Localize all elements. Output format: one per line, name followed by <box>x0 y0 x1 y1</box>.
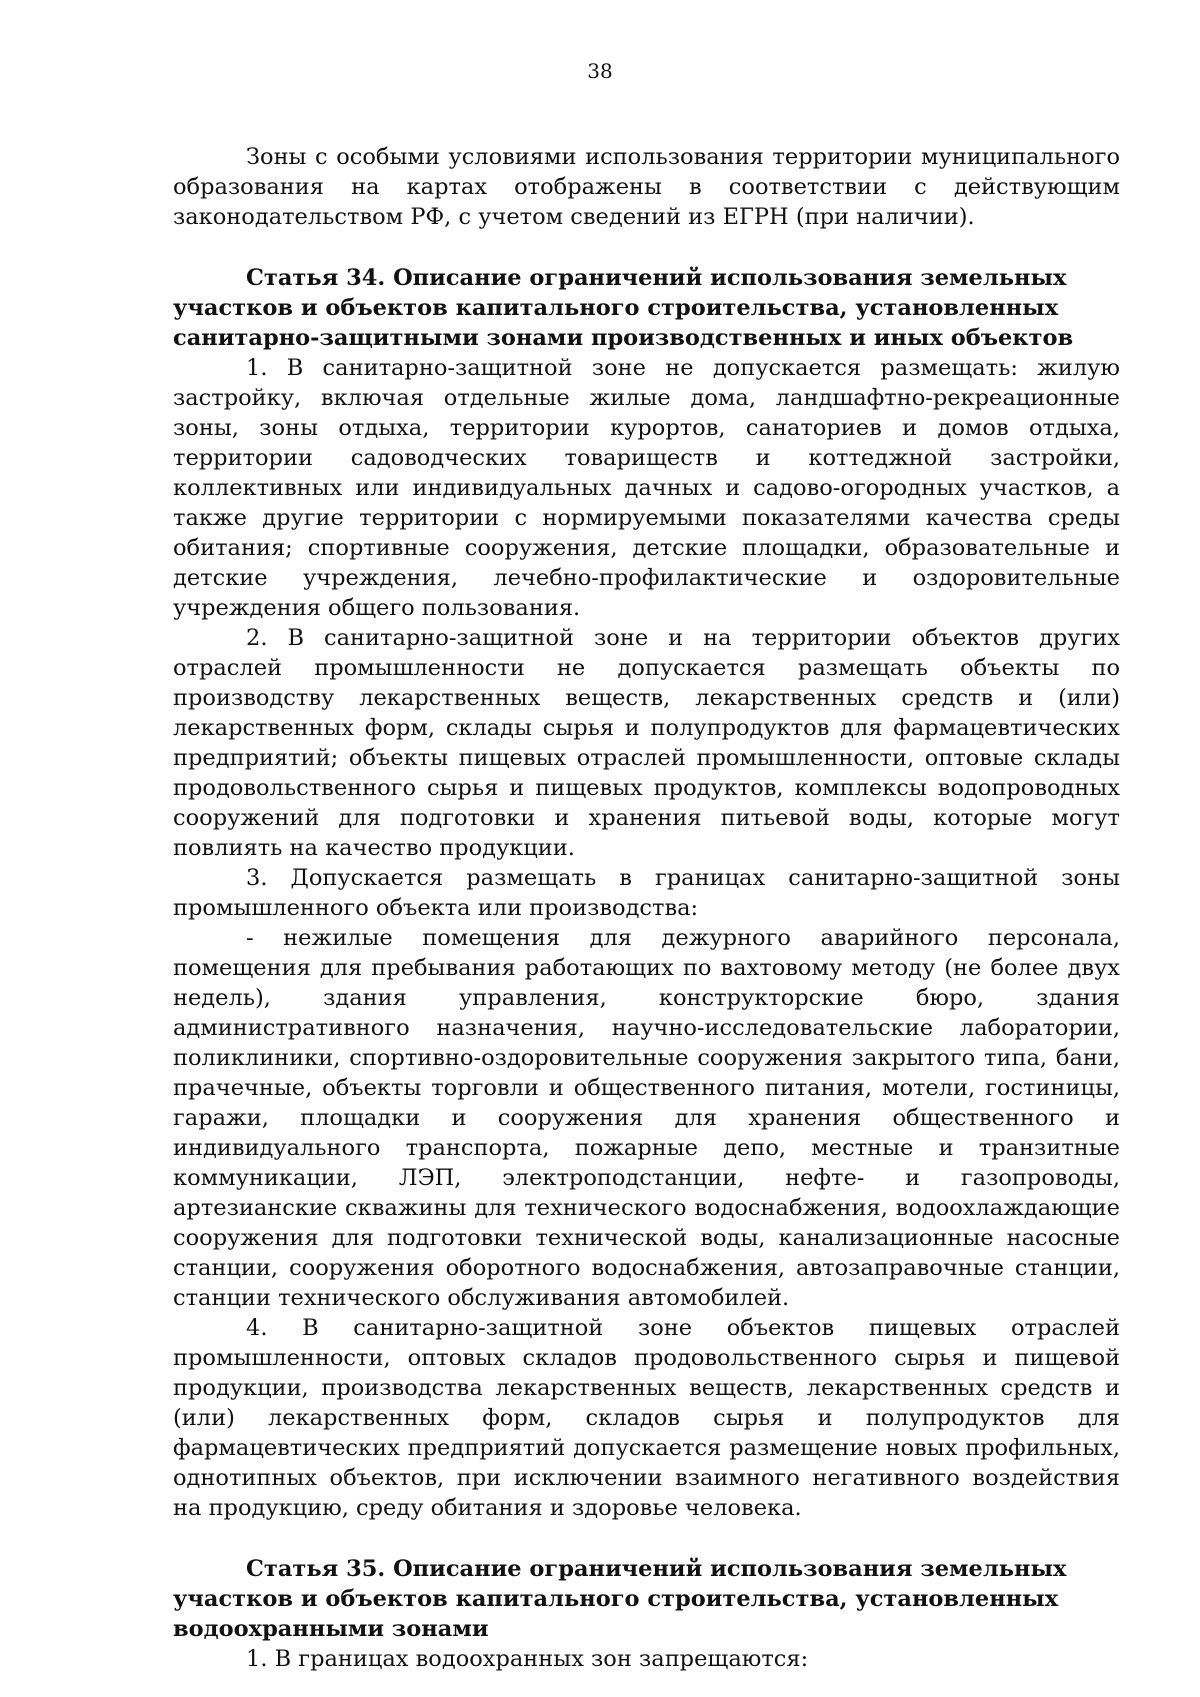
article-35-paragraph-1: 1. В границах водоохранных зон запрещаются: <box>246 1646 809 1672</box>
article-35-heading: Статья 35. Описание ограничений использования земельных участков и объектов капитального строительства, установленных водоохранными зонами <box>173 1556 1067 1642</box>
page-content <box>173 142 1120 1674</box>
page-number: 38 <box>587 59 613 83</box>
spacer <box>173 232 1120 263</box>
spacer <box>173 1523 1120 1554</box>
article-34-paragraph-3: 3. Допускается размещать в границах санитарно-защитной зоны промышленного объекта или производства: <box>173 865 1120 921</box>
article-34-list-item: - нежилые помещения для дежурного аварийного персонала, помещения для пребывания работающих по вахтовому методу (не более двух недель), здания управления, конструкторские бюро, здания административного назначения, научно-исследовательские лаборатории, поликлиники, спортивно-оздоровительные сооружения закрытого типа, бани, прачечные, объекты торговли и общественного питания, мотели, гостиницы, гаражи, площадки и сооружения для хранения общественного и индивидуального транспорта, пожарные депо, местные и транзитные коммуникации, ЛЭП, электроподстанции, нефте- и газопроводы, артезианские скважины для технического водоснабжения, водоохлаждающие сооружения для подготовки технической воды, канализационные насосные станции, сооружения оборотного водоснабжения, автозаправочные станции, станции технического обслуживания автомобилей. <box>173 925 1120 1311</box>
article-34-paragraph-1: 1. В санитарно-защитной зоне не допускается размещать: жилую застройку, включая отдельные жилые дома, ландшафтно-рекреационные зоны, зоны отдыха, территории курортов, санаториев и домов отдыха, территории садоводческих товариществ и коттеджной застройки, коллективных или индивидуальных дачных и садово-огородных участков, а также другие территории с нормируемыми показателями качества среды обитания; спортивные сооружения, детские площадки, образовательные и детские учреждения, лечебно-профилактические и оздоровительные учреждения общего пользования. <box>173 355 1120 621</box>
article-34-paragraph-4: 4. В санитарно-защитной зоне объектов пищевых отраслей промышленности, оптовых складов продовольственного сырья и пищевой продукции, производства лекарственных веществ, лекарственных средств и (или) лекарственных форм, складов сырья и полупродуктов для фармацевтических предприятий допускается размещение новых профильных, однотипных объектов, при исключении взаимного негативного воздействия на продукцию, среду обитания и здоровье человека. <box>173 1315 1120 1521</box>
article-34-paragraph-2: 2. В санитарно-защитной зоне и на территории объектов других отраслей промышленности не допускается размещать объекты по производству лекарственных веществ, лекарственных средств и (или) лекарственных форм, склады сырья и полупродуктов для фармацевтических предприятий; объекты пищевых отраслей промышленности, оптовые склады продовольственного сырья и пищевых продуктов, комплексы водопроводных сооружений для подготовки и хранения питьевой воды, которые могут повлиять на качество продукции. <box>173 625 1120 861</box>
article-34-heading: Статья 34. Описание ограничений использования земельных участков и объектов капитального строительства, установленных санитарно-защитными зонами производственных и иных объектов <box>173 265 1074 351</box>
intro-paragraph: Зоны с особыми условиями использования территории муниципального образования на картах отображены в соответствии с действующим законодательством РФ, с учетом сведений из ЕГРН (при наличии). <box>173 144 1120 230</box>
